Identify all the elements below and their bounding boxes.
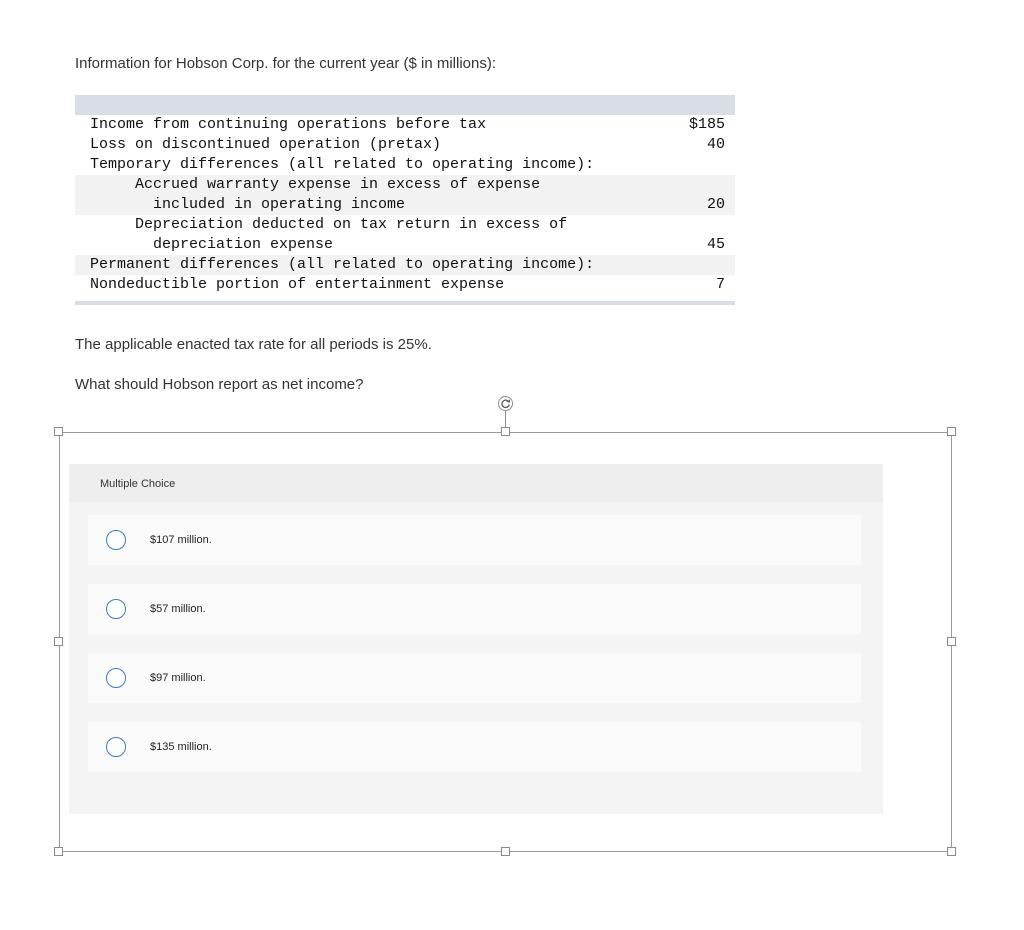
multiple-choice-header: Multiple Choice xyxy=(69,464,883,502)
radio-button-icon[interactable] xyxy=(106,599,126,619)
row-value: 7 xyxy=(715,276,725,293)
row-value xyxy=(685,255,735,275)
rotate-icon-glyph xyxy=(500,398,511,409)
resize-handle-bottom[interactable] xyxy=(501,847,510,856)
row-value: 20 xyxy=(706,196,725,213)
row-value xyxy=(685,155,735,175)
row-value: $185 xyxy=(688,116,725,133)
resize-handle-right[interactable] xyxy=(947,637,956,646)
table-header-bar xyxy=(75,95,735,115)
resize-handle-top-right[interactable] xyxy=(947,427,956,436)
table-row xyxy=(75,135,735,155)
question-prompt: What should Hobson report as net income? xyxy=(75,376,364,393)
table-row xyxy=(75,235,735,255)
rotate-handle-stem xyxy=(505,411,506,428)
choice-option[interactable] xyxy=(88,584,861,634)
row-label: Loss on discontinued operation (pretax) xyxy=(90,136,442,153)
row-label: Depreciation deducted on tax return in excess of xyxy=(90,216,568,233)
table-row xyxy=(75,195,735,215)
row-label: Temporary differences (all related to operating income): xyxy=(90,156,595,173)
row-label: Permanent differences (all related to operating income): xyxy=(90,256,595,273)
row-label: depreciation expense xyxy=(90,236,334,253)
rotate-icon[interactable] xyxy=(498,396,513,411)
row-value xyxy=(685,215,735,235)
multiple-choice-panel xyxy=(69,464,883,814)
row-value: 40 xyxy=(706,136,725,153)
resize-handle-left[interactable] xyxy=(54,637,63,646)
choice-option[interactable] xyxy=(88,653,861,703)
radio-button-icon[interactable] xyxy=(106,737,126,757)
question-intro: Information for Hobson Corp. for the current year ($ in millions): xyxy=(75,55,497,72)
resize-handle-top-left[interactable] xyxy=(54,427,63,436)
choice-label: $135 million. xyxy=(150,741,212,753)
table-row xyxy=(75,215,735,235)
choice-label: $107 million. xyxy=(150,534,212,546)
table-footer-bar xyxy=(75,301,735,305)
row-value xyxy=(685,175,735,195)
row-label: included in operating income xyxy=(90,196,406,213)
choice-option[interactable] xyxy=(88,515,861,565)
choice-label: $57 million. xyxy=(150,603,206,615)
resize-handle-bottom-left[interactable] xyxy=(54,847,63,856)
tax-rate-note: The applicable enacted tax rate for all periods is 25%. xyxy=(75,336,432,353)
table-row xyxy=(75,155,735,175)
table-row xyxy=(75,275,735,295)
resize-handle-bottom-right[interactable] xyxy=(947,847,956,856)
table-row xyxy=(75,175,735,195)
table-row xyxy=(75,115,735,135)
row-label: Nondeductible portion of entertainment expense xyxy=(90,276,505,293)
resize-handle-top[interactable] xyxy=(501,427,510,436)
table-row xyxy=(75,255,735,275)
row-value: 45 xyxy=(706,236,725,253)
row-label: Accrued warranty expense in excess of expense xyxy=(90,176,541,193)
data-table xyxy=(75,95,735,305)
choice-label: $97 million. xyxy=(150,672,206,684)
row-label: Income from continuing operations before tax xyxy=(90,116,487,133)
radio-button-icon[interactable] xyxy=(106,530,126,550)
choice-option[interactable] xyxy=(88,722,861,772)
radio-button-icon[interactable] xyxy=(106,668,126,688)
